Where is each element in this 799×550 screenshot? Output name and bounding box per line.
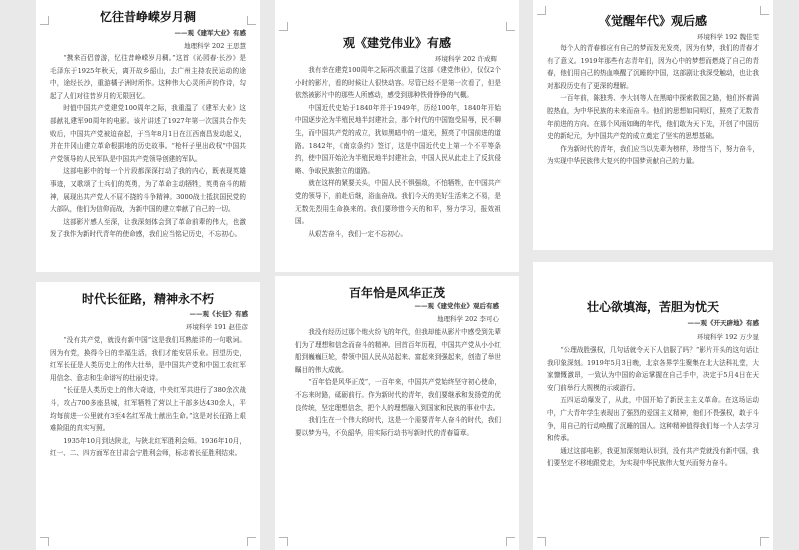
paragraph: 从艰苦奋斗，我们一定不忘初心。: [308, 229, 408, 238]
article-subtitle: ——观《长征》有感: [189, 310, 248, 318]
page-corner-mark: [760, 537, 769, 546]
article-subtitle: ——观《建军大业》有感: [174, 29, 246, 37]
paragraph: “没有共产党，就没有新中国”这是我们耳熟能详的一句歌词。因为有党，换得今日的幸福生活，我们才能安居乐业。回望历史，红军长征是人类历史上的伟大壮举，是中国共产党和中国工农红军用信念、意志和生命谱写的壮丽史诗。: [50, 336, 246, 382]
author-line: 地理科学 202 李可心: [436, 315, 499, 323]
page-corner-mark: [537, 537, 546, 546]
article-body: [50, 52, 246, 266]
document-page-5: [275, 276, 519, 550]
paragraph: “携来百侣曾游，忆往昔峥嵘岁月稠。”这首《沁园春·长沙》是毛泽东于1925年秋天，离开故乡韶山，去广州主持农民运动的途中，途经长沙，重游橘子洲时所作。这种伟大心灵所声的作诗，勾起了人们对往昔岁月的无限回忆。: [50, 54, 246, 100]
paragraph: 五四运动爆发了，从此，中国开始了新民主主义革命。在这场运动中，广大青年学生表现出了强烈的爱国主义精神，他们不畏强权，敢于斗争，用自己的行动唤醒了沉睡的国人。这种精神值得我们每一个人去学习和传承。: [547, 396, 759, 443]
article-body: [295, 326, 501, 544]
document-page-6: [533, 262, 773, 550]
page-corner-mark: [279, 22, 288, 31]
article-subtitle: ——观《开天辟地》有感: [687, 319, 759, 327]
author-line: 环境科学 202 许成辉: [434, 55, 497, 63]
document-page-3: [533, 0, 773, 250]
article-body: [50, 334, 246, 544]
paragraph: 每个人的青春都应有自己的梦而发光发亮，因为有梦，我们的青春才有了意义。1919年那些有志青年们，因为心中的梦想而燃烧了自己的青春，他们用自己的热血唤醒了沉睡的中国，这部剧让我深受触动，也让我对那段历史有了更深的理解。: [547, 44, 759, 90]
paragraph: 我们生在一个伟大的时代，这是一个需要青年人奋斗的时代，我们要以梦为马，不负韶华，用实际行动书写新时代的青春篇章。: [295, 416, 501, 437]
paragraph: 通过这部电影，我更加深刻地认识到，没有共产党就没有新中国，我们要坚定不移地跟党走，为实现中华民族伟大复兴而努力奋斗。: [547, 446, 759, 468]
paragraph: “百年恰是风华正茂”，一百年来，中国共产党始终坚守初心使命，不忘来时路，砥砺前行。作为新时代的青年，我们要继承和发扬党的优良传统，坚定理想信念，把个人的理想融入到国家和民族的事业中去。: [295, 378, 501, 412]
article-body: [547, 42, 759, 246]
author-line: 地理科学 202 王思慧: [183, 42, 246, 50]
author-line: 环境科学 192 万少显: [696, 333, 759, 341]
paragraph: 我没有经历过那个炮火纷飞的年代，但我却能从影片中感受到先辈们为了理想和信念而奋斗的精神。回首百年历程，中国共产党从小小红船到巍巍巨轮，带领中国人民从站起来、富起来到强起来，创造了举世瞩目的伟大成就。: [295, 328, 501, 374]
document-page-2: [275, 0, 519, 272]
paragraph: 这部影片感人至深，让我深刻体会到了革命前辈的伟大，也激发了我作为新时代青年的使命感，我们应当铭记历史，不忘初心。: [50, 217, 246, 239]
paragraph: 就在这样的紧要关头，中国人民不惧强敌，不怕牺牲，在中国共产党的领导下，前赴后继，浴血奋战。我们今天的美好生活来之不易，是无数先烈用生命换来的。我们要珍惜今天的和平，努力学习，报效祖国。: [295, 179, 501, 226]
paragraph: 这部电影中的每一个片段都深深打动了我的内心，既表现英雄事迹，又歌颂了士兵们的英勇，为了革命主动牺牲，英勇奋斗的精神，展现出共产党人不屈不挠的斗争精神。3000战士抵抗国民党的大部队，他们为信仰而战，为新中国的建立奉献了自己的一切。: [50, 167, 246, 214]
paragraph: 作为新时代的青年，我们应当以先辈为榜样，珍惜当下，努力奋斗，为实现中华民族伟大复兴的中国梦贡献自己的力量。: [547, 144, 759, 166]
author-line: 环境科学 191 赵佳彦: [185, 323, 248, 331]
page-title: 忆往昔峥嵘岁月稠: [99, 10, 196, 24]
page-corner-mark: [506, 22, 515, 31]
page-title: 观《建党伟业》有感: [342, 36, 451, 50]
article-subtitle: ——观《建党伟业》观后有感: [414, 302, 499, 310]
page-corner-mark: [40, 537, 49, 546]
article-body: [295, 64, 501, 268]
paragraph: 我有幸在建党100周年之际再次重温了这部《建党伟业》，仅仅2个小时的影片，看的时候让人很快动容。尽管已经不是第一次看了，但是依然被影片中的那些人所感动，感受到那种铁骨铮铮的气概。: [295, 66, 501, 100]
paragraph: 时值中国共产党建党100周年之际，我重温了《建军大业》这部献礼建军90周年的电影。该片讲述了1927年第一次国共合作失败后，中国共产党被迫奋起，于当年8月1日在江西南昌发动起义，并在井冈山建立革命根据地的历史故事。“枪杆子里出政权”中国共产党领导的人民军队是中国共产党领导创建的军队。: [50, 104, 246, 163]
paragraph: 1935年10月到达陕北，与陕北红军胜利会师。1936年10月，红一、二、四方面军在甘肃会宁胜利会师，标志着长征胜利结束。: [50, 436, 246, 458]
author-line: 环境科学 192 魏佳雯: [696, 33, 759, 41]
paragraph: 一百年前，陈独秀、李大钊等人在黑暗中探索救国之路，他们怀着满腔热血，为中华民族的未来而奋斗。他们的思想如同明灯，照亮了无数青年前进的方向。在那个风雨如晦的年代，他们敢为天下先，开创了中国历史的新纪元，为中国共产党的成立奠定了坚实的思想基础。: [547, 94, 759, 141]
page-corner-mark: [247, 537, 256, 546]
page-title: 壮心欲填海，苦胆为忧天: [586, 300, 719, 314]
document-page-1: [36, 0, 260, 272]
document-page-4: [36, 282, 260, 550]
paragraph: “公理战胜强权，几句话就令天下人信服了吗？”影片开头的这句话让我印象深刻。1919年5月3日晚，北京各界学生聚集在北大法科礼堂，大家慷慨激昂，一致认为中国的命运掌握在自己手中，决定于5月4日在天安门前举行大规模的示威游行。: [547, 346, 759, 392]
paragraph: “长征是人类历史上的伟大奇迹，中央红军共进行了380余次战斗，攻占700多座县城，红军牺牲了营以上干部多达430余人，平均每前进一公里就有3至4名红军战士献出生命。”这是对长征路上艰难险阻的真实写照。: [50, 386, 246, 433]
article-body: [547, 344, 759, 544]
page-corner-mark: [279, 537, 288, 546]
page-title: 时代长征路，精神永不朽: [81, 292, 214, 306]
paragraph: 中国近代史始于1840年并于1949年，历经100年，1840年开始中国逐步沦为半殖民地半封建社会，那个时代的中国饱受屈辱，民不聊生，而中国共产党的成立，犹如黑暗中的一道光，照亮了中国前进的道路。1842年，《南京条约》签订，这是中国近代史上第一个不平等条约，使中国开始沦为半殖民地半封建社会，中国人民从此走上了反抗侵略、争取民族独立的道路。: [295, 103, 501, 175]
page-title: 《觉醒年代》观后感: [598, 14, 707, 28]
page-corner-mark: [506, 537, 515, 546]
page-title: 百年恰是风华正茂: [348, 286, 445, 300]
